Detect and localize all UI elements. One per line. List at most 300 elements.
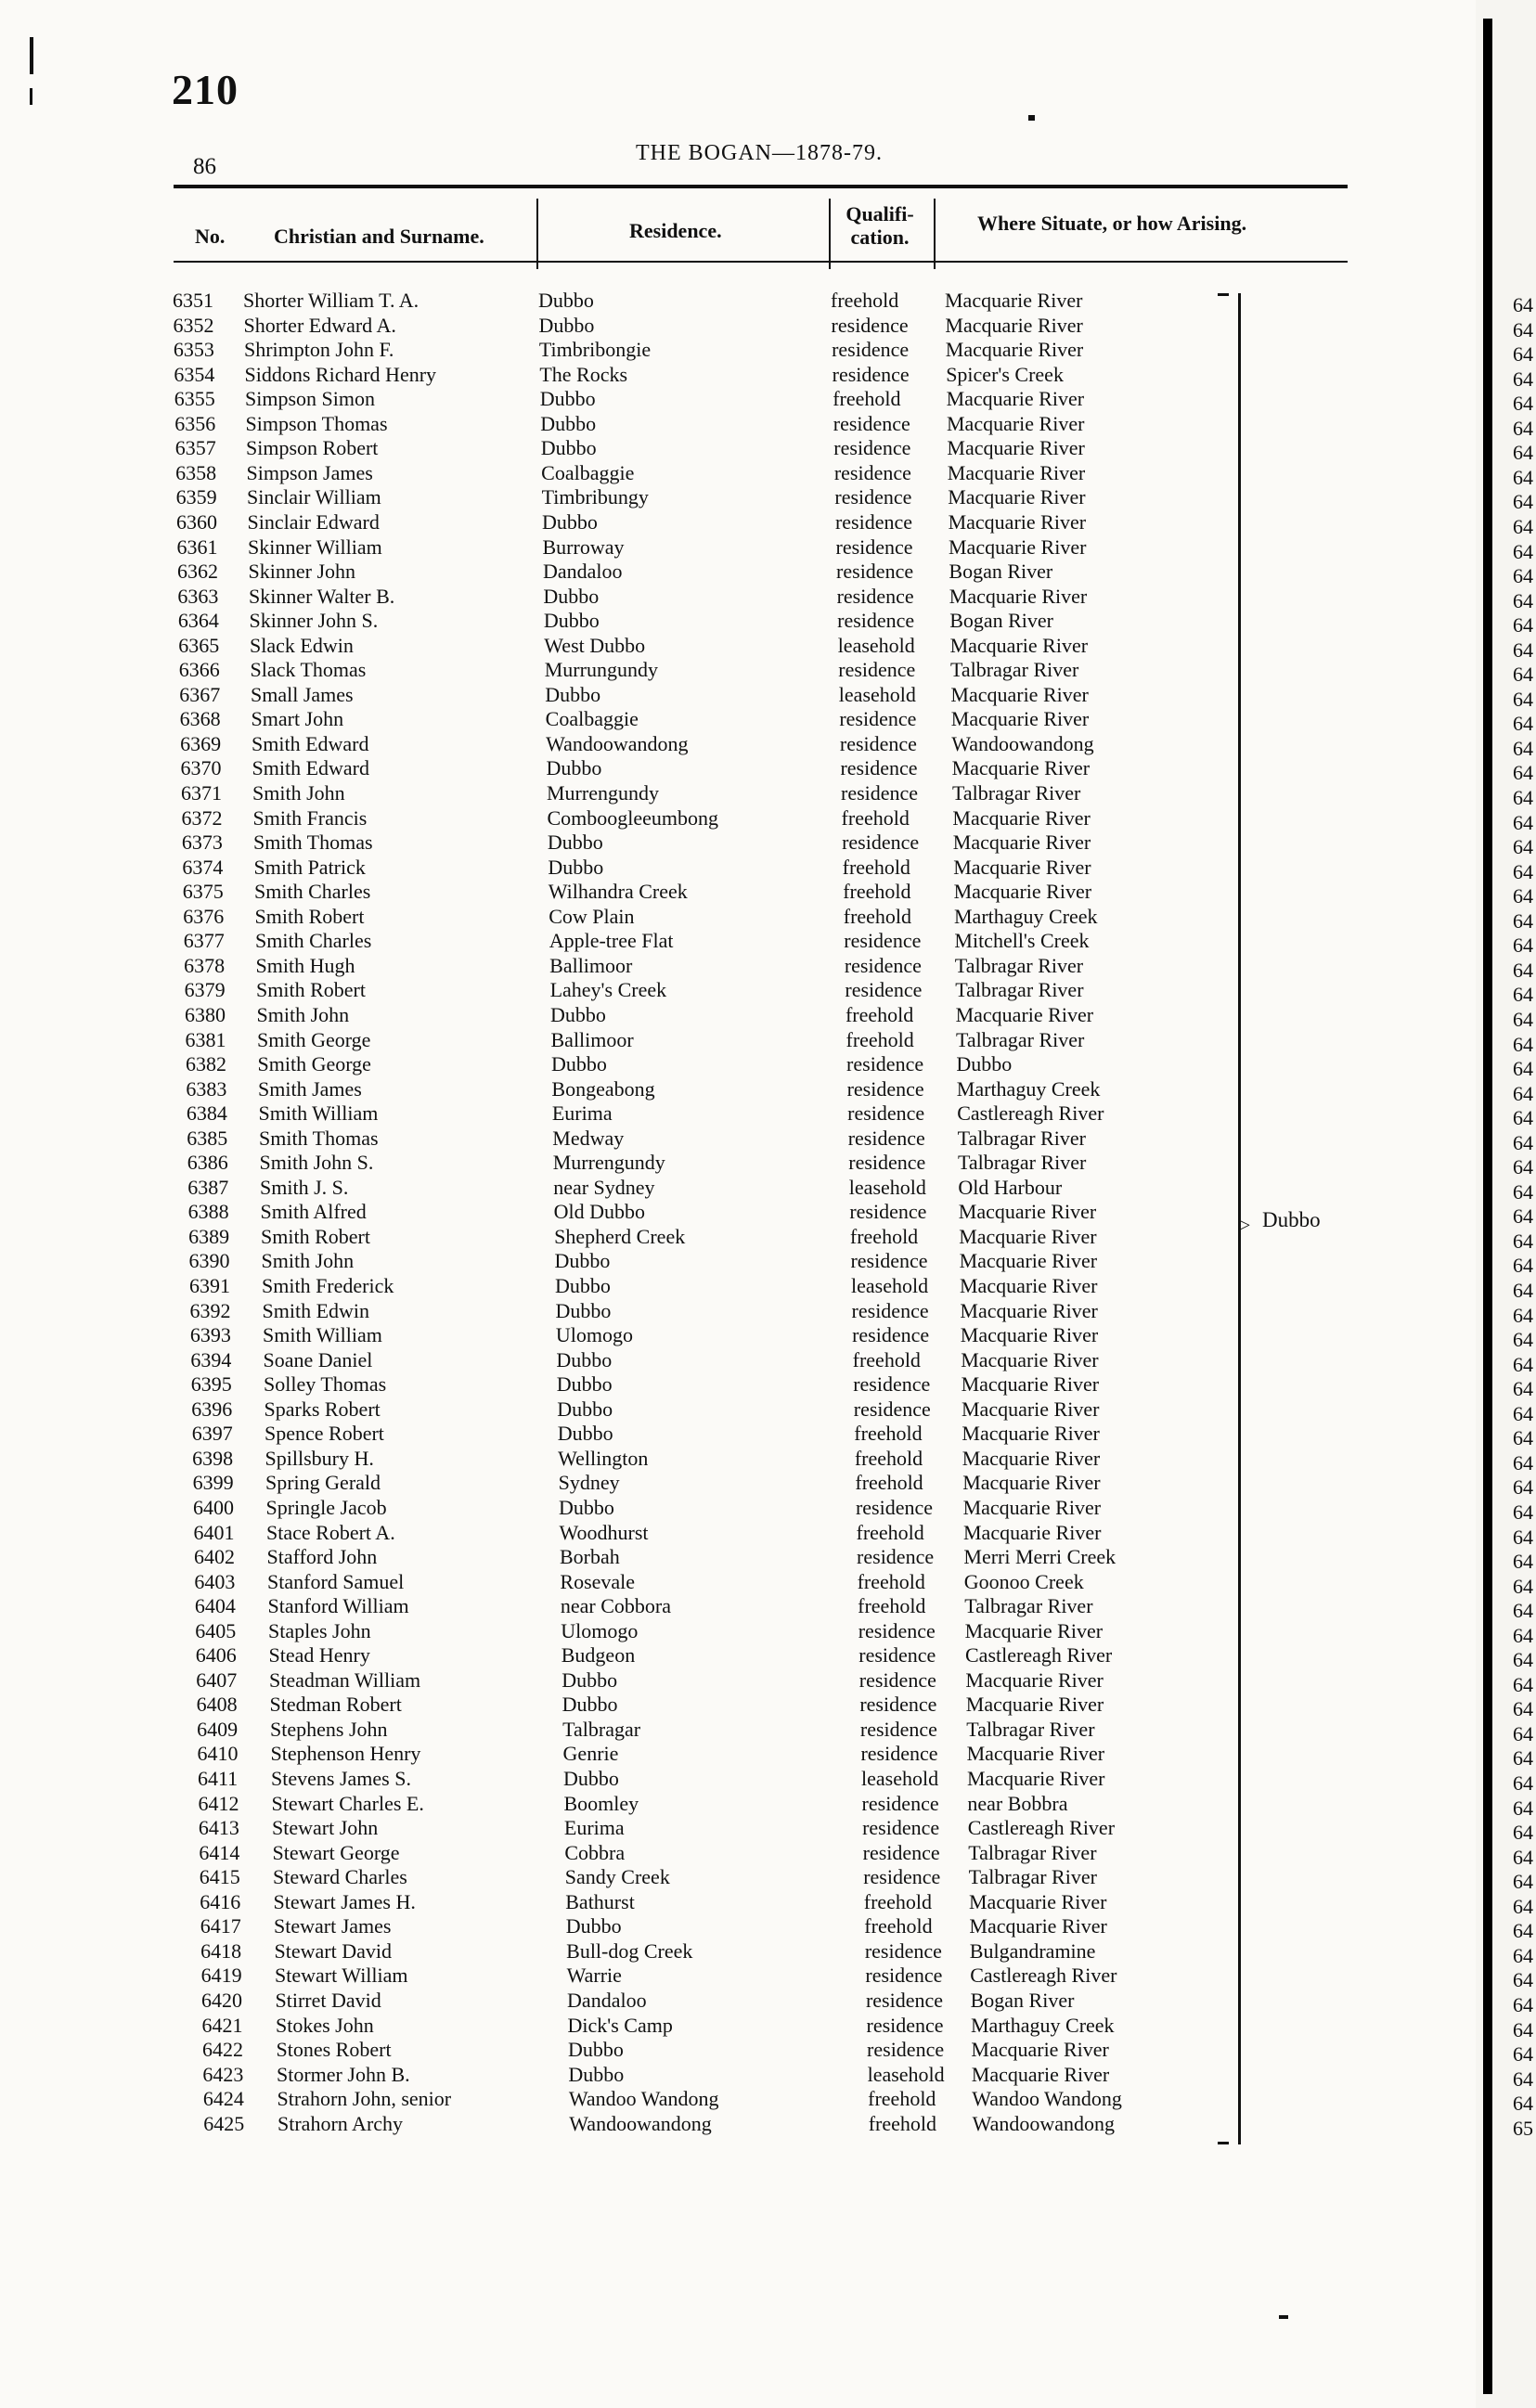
entry-qualification: freehold <box>852 1347 921 1371</box>
entry-qualification: residence <box>842 831 920 855</box>
entry-name: Smith Francis <box>252 805 368 830</box>
entry-where-situate: Marthaguy Creek <box>971 2013 1115 2037</box>
entry-where-situate: Macquarie River <box>965 1693 1104 1717</box>
entry-number: 6415 <box>199 1865 240 1889</box>
entry-qualification: residence <box>847 1126 925 1150</box>
table-row <box>0 608 1476 633</box>
entry-where-situate: Macquarie River <box>945 338 1084 362</box>
district-brace-top <box>1218 293 1229 296</box>
table-row <box>0 288 1476 313</box>
entry-name: Smith John <box>256 1002 350 1026</box>
entry-name: Smith Robert <box>256 978 366 1002</box>
entry-residence: Dubbo <box>542 509 598 534</box>
entry-residence: Boomley <box>563 1791 639 1815</box>
entry-qualification: leasehold <box>861 1767 939 1790</box>
entry-number: 6384 <box>186 1101 227 1126</box>
table-row <box>0 1027 1476 1052</box>
entry-qualification: residence <box>833 411 910 435</box>
entry-where-situate: Macquarie River <box>953 855 1091 879</box>
adjacent-page-digit: 64 <box>1513 2092 1533 2116</box>
entry-qualification: residence <box>832 362 910 386</box>
entry-number: 6374 <box>182 855 224 879</box>
adjacent-page-digit: 64 <box>1513 1796 1533 1820</box>
entry-qualification: residence <box>859 1693 937 1717</box>
entry-number: 6410 <box>197 1742 239 1766</box>
entry-name: Strahorn Archy <box>278 2111 404 2135</box>
adjacent-page-digit: 64 <box>1513 1968 1533 1992</box>
adjacent-page-digit: 64 <box>1513 317 1533 341</box>
adjacent-page-digit: 64 <box>1513 1500 1533 1524</box>
table-row <box>0 337 1476 362</box>
adjacent-page-digit: 64 <box>1513 1746 1533 1771</box>
entry-residence: Dubbo <box>547 831 603 855</box>
adjacent-page-digit: 64 <box>1513 1179 1533 1204</box>
adjacent-page-digit: 64 <box>1513 2017 1533 2041</box>
adjacent-page-digit: 64 <box>1513 1254 1533 1278</box>
table-row <box>0 435 1476 460</box>
entry-name: Stafford John <box>266 1545 378 1569</box>
entry-qualification: residence <box>839 707 917 731</box>
entry-residence: Bathurst <box>565 1889 635 1913</box>
entry-residence: Dubbo <box>565 1914 622 1938</box>
adjacent-page-digit: 64 <box>1513 1771 1533 1795</box>
table-row <box>0 2086 1476 2111</box>
entry-residence: Medway <box>552 1126 625 1150</box>
entry-where-situate: Macquarie River <box>949 584 1088 608</box>
table-row <box>0 1248 1476 1273</box>
entry-where-situate: Macquarie River <box>951 756 1091 780</box>
entry-name: Shrimpton John F. <box>244 338 394 362</box>
entry-name: Smith James <box>258 1076 362 1101</box>
entry-where-situate: Macquarie River <box>962 1471 1101 1495</box>
entry-number: 6393 <box>189 1323 231 1347</box>
entry-number: 6395 <box>190 1372 232 1397</box>
entry-name: Smith Thomas <box>253 831 373 855</box>
entry-where-situate: Macquarie River <box>966 1742 1105 1766</box>
page-number: 86 <box>193 154 216 179</box>
entry-number: 6376 <box>183 904 225 928</box>
table-row <box>0 386 1476 411</box>
table-row <box>0 1963 1476 1988</box>
entry-where-situate: Macquarie River <box>967 1767 1105 1790</box>
adjacent-page-digit: 64 <box>1513 441 1533 465</box>
adjacent-page-digit: 64 <box>1513 564 1533 588</box>
entry-name: Smith Hugh <box>255 953 355 977</box>
entry-qualification: residence <box>857 1545 935 1569</box>
entry-where-situate: Wandoowandong <box>951 731 1094 755</box>
adjacent-page-digit: 64 <box>1513 1894 1533 1918</box>
adjacent-page-digit: 64 <box>1513 2067 1533 2091</box>
entry-where-situate: Macquarie River <box>971 2038 1109 2062</box>
table-row <box>0 2111 1476 2136</box>
entry-residence: Dubbo <box>550 1002 606 1026</box>
entry-number: 6372 <box>181 805 223 830</box>
entry-number: 6391 <box>189 1274 230 1297</box>
entry-number: 6354 <box>174 362 215 386</box>
entry-qualification: residence <box>841 781 919 805</box>
entry-number: 6362 <box>176 560 218 584</box>
entry-number: 6363 <box>177 584 219 608</box>
entry-residence: Dubbo <box>557 1422 613 1446</box>
entry-residence: Dubbo <box>539 387 596 411</box>
entry-name: Smith Edwin <box>262 1298 370 1322</box>
entry-number: 6389 <box>188 1224 230 1248</box>
entry-qualification: freehold <box>833 387 901 411</box>
table-row <box>0 1199 1476 1224</box>
entry-where-situate: Talbragar River <box>966 1717 1095 1741</box>
entry-name: Stirret David <box>275 1988 381 2012</box>
adjacent-page-digit: 64 <box>1513 859 1533 883</box>
entry-number: 6425 <box>203 2111 245 2135</box>
entry-where-situate: Talbragar River <box>956 1027 1085 1051</box>
entry-name: Simpson Simon <box>245 387 375 411</box>
entry-residence: Dubbo <box>567 2038 624 2062</box>
entry-number: 6387 <box>187 1175 229 1199</box>
entry-name: Smith William <box>258 1101 379 1126</box>
entry-residence: Burroway <box>542 534 625 559</box>
adjacent-page-digit: 64 <box>1513 1130 1533 1154</box>
entry-where-situate: Marthaguy Creek <box>956 1076 1101 1101</box>
entry-qualification: residence <box>866 2013 944 2037</box>
entry-residence: Dubbo <box>548 855 604 879</box>
adjacent-page-digit: 64 <box>1513 465 1533 489</box>
entry-where-situate: Talbragar River <box>955 978 1084 1002</box>
table-row <box>0 1815 1476 1840</box>
entry-where-situate: Macquarie River <box>959 1224 1097 1248</box>
entry-number: 6411 <box>198 1767 239 1790</box>
table-row <box>0 1889 1476 1914</box>
entry-residence: Dandaloo <box>542 560 623 584</box>
entry-number: 6406 <box>195 1643 237 1668</box>
entry-name: Stewart William <box>275 1964 408 1988</box>
table-row <box>0 1371 1476 1397</box>
table-row <box>0 559 1476 584</box>
entry-qualification: residence <box>858 1618 936 1642</box>
entry-where-situate: Bulgandramine <box>969 1938 1096 1963</box>
adjacent-page-digit: 64 <box>1513 712 1533 736</box>
entry-residence: Warrie <box>566 1964 622 1988</box>
table-row <box>0 2013 1476 2038</box>
entry-qualification: residence <box>853 1372 931 1397</box>
entry-name: Stedman Robert <box>269 1693 402 1717</box>
entry-number: 6390 <box>188 1249 230 1273</box>
entry-number: 6405 <box>195 1618 237 1642</box>
entry-where-situate: Castlereagh River <box>967 1816 1116 1840</box>
entry-where-situate: Castlereagh River <box>957 1101 1104 1126</box>
entry-name: Smart John <box>251 707 344 731</box>
entry-qualification: freehold <box>855 1471 923 1495</box>
table-row <box>0 1668 1476 1693</box>
adjacent-page-gutter <box>1483 19 1492 2394</box>
entry-residence: Cobbra <box>564 1840 626 1864</box>
entry-residence: Dubbo <box>563 1767 619 1790</box>
district-brace <box>1225 293 1241 2144</box>
entry-qualification: freehold <box>843 904 912 928</box>
entry-residence: Dubbo <box>540 436 597 460</box>
entry-name: Strahorn John, senior <box>277 2087 452 2111</box>
entry-residence: Eurima <box>563 1816 625 1840</box>
entry-name: Smith Edward <box>252 731 369 755</box>
entry-number: 6423 <box>202 2062 244 2086</box>
entry-qualification: residence <box>864 1938 942 1963</box>
entry-residence: Dubbo <box>543 609 600 633</box>
col-header-name: Christian and Surname. <box>274 225 484 248</box>
adjacent-page-digit: 64 <box>1513 1279 1533 1302</box>
entry-number: 6398 <box>192 1446 234 1470</box>
entry-residence: Wandoowandong <box>546 731 689 755</box>
page-title: THE BOGAN—1878-79. <box>636 141 883 165</box>
entry-name: Springle Jacob <box>265 1495 387 1519</box>
entry-qualification: residence <box>858 1643 936 1668</box>
entry-number: 6357 <box>174 436 216 460</box>
table-row <box>0 928 1476 953</box>
entry-qualification: residence <box>844 953 922 977</box>
entry-number: 6383 <box>186 1076 227 1101</box>
entry-name: Smith Patrick <box>253 855 366 879</box>
table-row <box>0 1913 1476 1938</box>
entry-residence: The Rocks <box>539 362 628 386</box>
entry-number: 6394 <box>190 1347 232 1371</box>
entry-number: 6370 <box>180 756 222 780</box>
entry-number: 6385 <box>187 1126 228 1150</box>
entry-qualification: residence <box>850 1249 928 1273</box>
entry-qualification: freehold <box>849 1224 919 1248</box>
header-rule-top <box>174 185 1348 188</box>
entry-qualification: residence <box>862 1816 940 1840</box>
entry-name: Steadman William <box>269 1668 421 1692</box>
table-row <box>0 1421 1476 1446</box>
entry-name: Skinner John <box>248 560 355 584</box>
entry-residence: near Cobbora <box>560 1594 671 1618</box>
entry-where-situate: Macquarie River <box>948 509 1087 534</box>
entry-number: 6392 <box>189 1298 231 1322</box>
entry-qualification: residence <box>832 338 910 362</box>
entry-residence: Murrengundy <box>552 1151 665 1175</box>
entry-number: 6355 <box>174 387 215 411</box>
entry-where-situate: Macquarie River <box>971 2062 1110 2086</box>
entry-name: Spence Robert <box>265 1422 384 1446</box>
entry-residence: Borbah <box>559 1545 620 1569</box>
entry-number: 6424 <box>202 2087 244 2111</box>
table-row <box>0 879 1476 904</box>
entry-name: Small James <box>251 682 354 706</box>
entry-qualification: residence <box>867 2038 945 2062</box>
entry-where-situate: Talbragar River <box>968 1865 1097 1889</box>
adjacent-page-digit: 64 <box>1513 908 1533 933</box>
adjacent-page-digit: 64 <box>1513 1401 1533 1425</box>
adjacent-page-digit: 64 <box>1513 392 1533 416</box>
entry-qualification: residence <box>835 534 913 559</box>
entry-qualification: residence <box>860 1742 938 1766</box>
entry-qualification: residence <box>865 1988 943 2012</box>
entry-where-situate: Talbragar River <box>968 1840 1097 1864</box>
entry-residence: Wandoo Wandong <box>568 2087 719 2111</box>
entry-qualification: residence <box>834 509 912 534</box>
entry-name: Smith Charles <box>254 880 371 904</box>
entry-number: 6366 <box>178 658 220 682</box>
col-divider <box>829 199 831 269</box>
adjacent-page-digit: 64 <box>1513 613 1533 637</box>
entry-residence: Ulomogo <box>561 1618 639 1642</box>
entry-name: Smith Frederick <box>262 1274 394 1297</box>
entry-name: Sinclair William <box>247 485 381 509</box>
table-row <box>0 780 1476 805</box>
entry-number: 6382 <box>185 1052 226 1076</box>
entry-residence: Bull-dog Creek <box>566 1938 693 1963</box>
entry-residence: Murrengundy <box>547 781 659 805</box>
adjacent-page-digit: 64 <box>1513 1821 1533 1845</box>
entry-qualification: leasehold <box>837 633 915 657</box>
entry-name: Smith Robert <box>254 904 365 928</box>
adjacent-page-digit: 64 <box>1513 1057 1533 1081</box>
entry-name: Smith William <box>263 1323 382 1347</box>
entry-number: 6352 <box>173 313 214 337</box>
col-divider <box>536 199 538 269</box>
entry-where-situate: Old Harbour <box>958 1175 1063 1199</box>
entry-name: Stanford Samuel <box>267 1569 405 1593</box>
adjacent-page-digit: 64 <box>1513 983 1533 1007</box>
entry-where-situate: Macquarie River <box>960 1274 1098 1297</box>
entry-name: Spillsbury H. <box>265 1446 374 1470</box>
entry-where-situate: Talbragar River <box>950 658 1079 682</box>
district-label: Dubbo <box>1262 1208 1321 1231</box>
adjacent-page-digit: 64 <box>1513 1475 1533 1500</box>
adjacent-page-digit: 64 <box>1513 1721 1533 1745</box>
entry-residence: Dubbo <box>559 1495 614 1519</box>
entry-number: 6368 <box>179 707 221 731</box>
adjacent-page-digit: 64 <box>1513 884 1533 908</box>
entry-residence: Coalbaggie <box>545 707 639 731</box>
entry-number: 6369 <box>180 731 222 755</box>
adjacent-page-digit: 64 <box>1513 367 1533 391</box>
entry-number: 6379 <box>184 978 226 1002</box>
adjacent-page-digit: 64 <box>1513 1599 1533 1623</box>
table-row <box>0 830 1476 855</box>
entry-number: 6402 <box>193 1545 235 1569</box>
table-row <box>0 855 1476 880</box>
adjacent-page-digit: 64 <box>1513 1426 1533 1450</box>
table-row <box>0 1446 1476 1471</box>
entry-where-situate: Talbragar River <box>957 1126 1086 1150</box>
entry-name: Stanford William <box>267 1594 409 1618</box>
adjacent-page-digit: 64 <box>1513 1550 1533 1574</box>
entry-residence: Wilhandra Creek <box>548 880 688 904</box>
entry-residence: Apple-tree Flat <box>549 929 674 953</box>
table-row <box>0 313 1476 338</box>
entry-name: Staples John <box>268 1618 371 1642</box>
table-row <box>0 1569 1476 1594</box>
entry-qualification: residence <box>855 1495 933 1519</box>
adjacent-page-digit: 64 <box>1513 1007 1533 1031</box>
entry-where-situate: Macquarie River <box>947 460 1086 484</box>
table-row <box>0 1175 1476 1200</box>
entry-where-situate: Mitchell's Creek <box>954 929 1090 953</box>
entry-number: 6375 <box>182 880 224 904</box>
entry-qualification: residence <box>836 560 914 584</box>
table-row <box>0 682 1476 707</box>
entry-qualification: freehold <box>831 289 899 312</box>
entry-residence: Genrie <box>562 1742 619 1766</box>
table-row <box>0 1864 1476 1889</box>
entry-number: 6373 <box>181 831 223 855</box>
entry-where-situate: Macquarie River <box>962 1397 1100 1421</box>
entry-where-situate: Macquarie River <box>962 1422 1100 1446</box>
entry-where-situate: Dubbo <box>956 1052 1013 1076</box>
entry-residence: Ballimoor <box>549 953 633 977</box>
entry-name: Smith Robert <box>261 1224 370 1248</box>
entry-residence: Sandy Creek <box>564 1865 670 1889</box>
entry-residence: Dubbo <box>556 1372 613 1397</box>
entry-number: 6377 <box>183 929 225 953</box>
table-row <box>0 805 1476 831</box>
entry-qualification: freehold <box>845 1002 914 1026</box>
adjacent-page-digit: 64 <box>1513 1081 1533 1105</box>
adjacent-page-digit: 64 <box>1513 1943 1533 1967</box>
entry-residence: near Sydney <box>553 1175 655 1199</box>
scan-mark <box>30 37 33 74</box>
entry-residence: Dubbo <box>540 411 597 435</box>
table-row <box>0 1642 1476 1668</box>
entry-qualification: residence <box>833 460 911 484</box>
entry-qualification: leasehold <box>838 682 916 706</box>
table-row <box>0 1347 1476 1372</box>
entry-qualification: freehold <box>858 1594 926 1618</box>
entry-qualification: freehold <box>843 880 911 904</box>
adjacent-page-digit: 64 <box>1513 637 1533 662</box>
entry-residence: Talbragar <box>562 1717 641 1741</box>
entry-qualification: residence <box>863 1865 941 1889</box>
adjacent-page-digit: 64 <box>1513 1155 1533 1179</box>
entry-residence: Comboogleeumbong <box>547 805 718 830</box>
entry-number: 6380 <box>185 1002 226 1026</box>
table-row <box>0 534 1476 560</box>
entry-residence: Dubbo <box>561 1668 618 1692</box>
page-stamp: 210 <box>172 66 239 113</box>
entry-name: Stones Robert <box>276 2038 392 2062</box>
entry-number: 6353 <box>173 338 214 362</box>
entry-name: Smith J. S. <box>260 1175 349 1199</box>
entry-qualification: residence <box>833 436 911 460</box>
entry-residence: Dubbo <box>568 2062 625 2086</box>
entry-name: Siddons Richard Henry <box>244 362 437 386</box>
entry-name: Shorter Edward A. <box>243 313 396 337</box>
adjacent-page-digit: 64 <box>1513 514 1533 538</box>
table-row <box>0 1618 1476 1643</box>
entry-qualification: freehold <box>842 855 910 879</box>
entry-qualification: freehold <box>868 2111 936 2135</box>
entry-name: Stokes John <box>276 2013 374 2037</box>
entry-name: Stephens John <box>270 1717 388 1741</box>
entry-qualification: freehold <box>864 1914 933 1938</box>
entry-where-situate: Bogan River <box>949 560 1053 584</box>
entry-residence: Budgeon <box>561 1643 636 1668</box>
header-rule-bottom <box>174 261 1348 263</box>
adjacent-page-digit: 64 <box>1513 1106 1533 1130</box>
table-row <box>0 1593 1476 1618</box>
entry-residence: Wandoowandong <box>569 2111 712 2135</box>
entry-residence: Dubbo <box>550 1052 607 1076</box>
table-row <box>0 1840 1476 1865</box>
entry-number: 6401 <box>193 1520 235 1544</box>
table-row <box>0 1101 1476 1126</box>
entry-name: Stewart James <box>274 1914 392 1938</box>
entry-number: 6419 <box>200 1964 242 1988</box>
entry-name: Simpson Thomas <box>245 411 388 435</box>
entry-residence: Dubbo <box>561 1693 618 1717</box>
entry-qualification: residence <box>839 731 917 755</box>
adjacent-page-digit: 64 <box>1513 1377 1533 1401</box>
entry-where-situate: Macquarie River <box>969 1889 1107 1913</box>
